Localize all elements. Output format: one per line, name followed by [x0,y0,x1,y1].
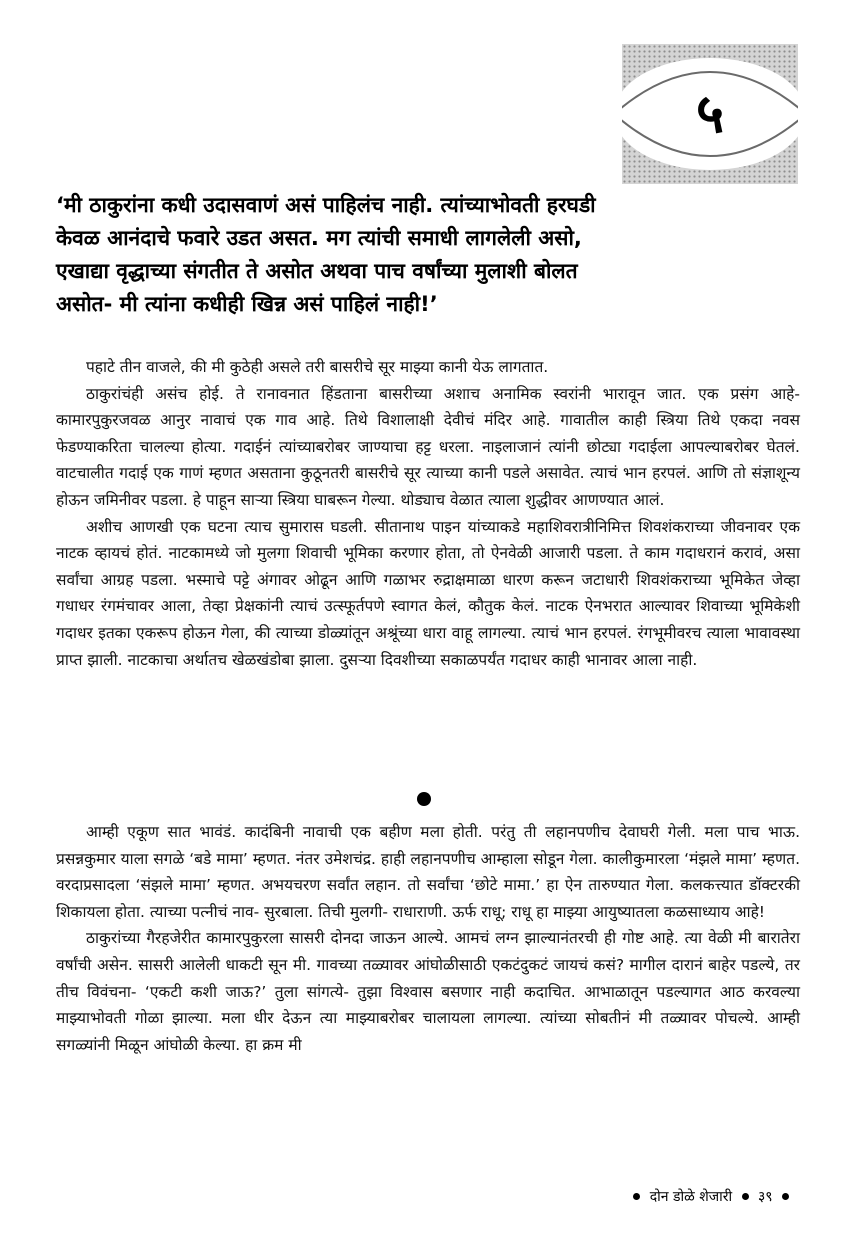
section-separator-dot [417,792,431,806]
bullet-icon [742,1193,749,1200]
body-section-2 [56,819,800,1058]
paragraph: पहाटे तीन वाजले, की मी कुठेही असले तरी बासरीचे सूर माझ्या कानी येऊ लागतात. [86,358,549,376]
quote-line: असोत- मी त्यांना कधीही खिन्न असं पाहिलं नाही!’ [56,292,438,316]
book-title: दोन डोळे शेजारी [649,1189,733,1205]
quote-line: ‘मी ठाकुरांना कधी उदासवाणं असं पाहिलंच नाही. त्यांच्याभोवती हरघडी [56,193,596,217]
quote-line: केवळ आनंदाचे फवारे उडत असत. मग त्यांची समाधी लागलेली असो, [56,226,582,250]
page-number: ३९ [757,1189,773,1205]
body-section-1 [56,354,800,673]
chapter-marker [622,44,798,184]
paragraph: अशीच आणखी एक घटना त्याच सुमारास घडली. सीतानाथ पाइन यांच्याकडे महाशिवरात्रीनिमित्त शिवशंकराच्या जीवनावर एक नाटक व्हायचं होतं. नाटकामध्ये जो मुलगा शिवाची भूमिका करणार होता, तो ऐनवेळी आजारी पडला. ते काम गदाधरानं करावं, असा सर्वांचा आग्रह पडला. भस्माचे पट्टे अंगावर ओढून आणि गळाभर रुद्राक्षमाळा धारण करून जटाधारी शिवशंकराच्या भूमिकेत जेव्हा गधाधर रंगमंचावर आला, तेव्हा प्रेक्षकांनी त्याचं उत्स्फूर्तपणे स्वागत केलं, कौतुक केलं. नाटक ऐनभरात आल्यावर शिवाच्या भूमिकेशी गदाधर इतका एकरूप होऊन गेला, की त्याच्या डोळ्यांतून अश्रूंच्या धारा वाहू लागल्या. त्याचं भान हरपलं. रंगभूमीवरच त्याला भावावस्था प्राप्त झाली. नाटकाचा अर्थातच खेळखंडोबा झाला. दुसऱ्या दिवशीच्या सकाळपर्यंत गदाधर काही भानावर आला नाही. [56,517,800,669]
bullet-icon [633,1193,640,1200]
paragraph: ठाकुरांच्या गैरहजेरीत कामारपुकुरला सासरी दोनदा जाऊन आल्ये. आमचं लग्न झाल्यानंतरची ही गोष्ट आहे. त्या वेळी मी बारातेरा वर्षांची असेन. सासरी आलेली धाकटी सून मी. गावच्या तळ्यावर आंघोळीसाठी एकटंदुकटं जायचं कसं? मागील दारानं बाहेर पडल्ये, तर तीच विवंचना- ‘एकटी कशी जाऊ?’ तुला सांगत्ये- तुझा विश्वास बसणार नाही कदाचित. आभाळातून पडल्यागत आठ करवल्या माझ्याभोवती गोळा झाल्या. मला धीर देऊन त्या माझ्याबरोबर चालायला लागल्या. त्यांच्या सोबतीनं मी तळ्यावर पोचल्ये. आम्ही सगळ्यांनी मिळून आंघोळी केल्या. हा क्रम मी [56,929,800,1054]
quote-line: एखाद्या वृद्धाच्या संगतीत ते असोत अथवा पाच वर्षांच्या मुलाशी बोलत [56,259,578,283]
chapter-number: ५ [695,82,725,145]
paragraph: ठाकुरांचंही असंच होई. ते रानावनात हिंडताना बासरीच्या अशाच अनामिक स्वरांनी भारावून जात. एक प्रसंग आहे- कामारपुकुरजवळ आनुर नावाचं एक गाव आहे. तिथे विशालाक्षी देवीचं मंदिर आहे. गावातील काही स्त्रिया तिथे एकदा नवस फेडण्याकरिता चालल्या होत्या. गदाईनं त्यांच्याबरोबर जाण्याचा हट्ट धरला. नाइलाजानं त्यांनी छोट्या गदाईला आपल्याबरोबर घेतलं. वाटचालीत गदाई एक गाणं म्हणत असताना कुठूनतरी बासरीचे सूर त्याच्या कानी पडले असावेत. त्याचं भान हरपलं. आणि तो संज्ञाशून्य होऊन जमिनीवर पडला. हे पाहून साऱ्या स्त्रिया घाबरून गेल्या. थोड्याच वेळात त्याला शुद्धीवर आणण्यात आलं. [56,384,800,509]
page-footer [628,1187,794,1206]
bullet-icon [782,1193,789,1200]
opening-quote [56,189,746,321]
paragraph: आम्ही एकूण सात भावंडं. कादंबिनी नावाची एक बहीण मला होती. परंतु ती लहानपणीच देवाघरी गेली. मला पाच भाऊ. प्रसन्नकुमार याला सगळे ‘बडे मामा’ म्हणत. नंतर उमेशचंद्र. हाही लहानपणीच आम्हाला सोडून गेला. कालीकुमारला ‘मंझले मामा’ म्हणत. वरदाप्रसादला ‘संझले मामा’ म्हणत. अभयचरण सर्वांत लहान. तो सर्वांचा ‘छोटे मामा.’ हा ऐन तारुण्यात गेला. कलकत्त्यात डॉक्टरकी शिकायला होता. त्याच्या पत्नीचं नाव- सुरबाला. तिची मुलगी- राधाराणी. ऊर्फ राधू; राधू हा माझ्या आयुष्यातला कळसाध्याय आहे! [56,823,800,921]
